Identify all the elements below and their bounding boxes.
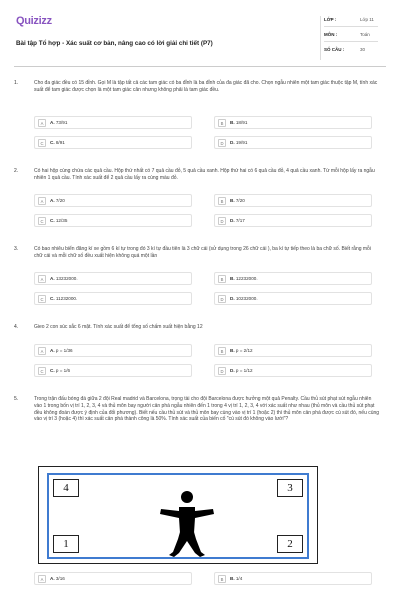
penalty-goal-figure [38,466,318,564]
option-label: C. [50,296,55,301]
option-label: D. [230,368,235,373]
option-value: 7/20 [55,198,65,203]
option-letter: D [218,295,226,303]
option-letter: B [218,119,226,127]
meta-value: 30 [360,47,366,52]
question-number: 2. [14,168,19,174]
answer-option-a[interactable] [34,116,192,129]
answer-option-d[interactable] [214,214,372,227]
answer-option-c[interactable] [34,214,192,227]
answer-option-a[interactable] [34,344,192,357]
meta-value: Toán [360,32,370,37]
option-value: 7/20 [235,198,245,203]
option-value: 12232000. [235,276,258,281]
quizizz-logo: Quizizz [16,15,52,27]
option-value: p = 1/36 [55,348,73,353]
goal-zone-label: 2 [277,535,303,553]
meta-divider [320,16,321,60]
question-number: 5. [14,396,19,402]
option-label: B. [230,348,235,353]
question-text: Có bao nhiêu biển đăng kí xe gồm 6 kí tự trong đó 3 kí tự đầu tiên là 3 chữ cái (sử dụng trong 26 chữ cái ), ba kí tự tiếp theo là ba chữ số. Biết rằng mỗi chữ cái và mỗi chữ số đều xuất hiện không quá một lần [34,246,371,259]
meta-value: Lớp 11 [360,17,374,22]
question-number: 1. [14,80,19,86]
meta-table [324,12,378,57]
answer-option-d[interactable] [214,136,372,149]
option-value: 3/16 [55,576,65,581]
answer-option-a[interactable] [34,194,192,207]
question-number: 4. [14,324,19,330]
goal-zone-label: 3 [277,479,303,497]
option-letter: D [218,217,226,225]
answer-option-c[interactable] [34,292,192,305]
goalkeeper-silhouette-icon [157,489,217,559]
option-value: 13232000. [55,276,78,281]
option-letter: C [38,139,46,147]
option-value: 7/17 [235,218,245,223]
option-value: 11232000. [55,296,78,301]
question-text: Trong trận đấu bóng đá giữa 2 đội Real madrid và Barcelona, trọng tài cho đội Barcelona được hưởng một quả Penalty. Cầu thủ sút phạt sút ngẫu nhiên vào 1 trong bốn vị trí 1, 2, 3, 4 và thủ môn bay người cản phá ngẫu nhiên đến 1 trong 4 vị trí 1, 2, 3, 4 với xác suất như nhau (thủ môn và cầu thủ sút phạt đều không đoán được ý định của đối phương). Biết nếu cầu thủ sút và thủ môn bay cùng vào vị trí 1 (hoặc 2) thì thủ môn cản phá được cú sút đó, nếu cùng vào vị trí 3 (hoặc 4) thì xác suất cản phá thành công là 50%. Tính xác suất của biến cố "cú sút đó không vào lưới"? [34,396,380,423]
option-value: p = 1/6 [55,368,71,373]
answer-option-c[interactable] [34,136,192,149]
option-label: D. [230,296,235,301]
option-label: C. [50,368,55,373]
answer-option-d[interactable] [214,364,372,377]
option-letter: D [218,139,226,147]
goal-zone-label: 1 [53,535,79,553]
answer-option-a[interactable] [34,272,192,285]
option-label: C. [50,140,55,145]
question-text: Cho đa giác đều có 15 đỉnh. Gọi M là tập tất cả các tam giác có ba đỉnh là ba đỉnh của đa giác đã cho. Chọn ngẫu nhiên một tam giác thuộc tập M, tính xác suất để tam giác được chọn là một tam giác cân nhưng không phải là tam giác đều. [34,80,378,93]
option-letter: B [218,197,226,205]
option-letter: C [38,295,46,303]
meta-key: LỚP : [324,17,337,22]
meta-row-class [324,12,378,27]
answer-option-b[interactable] [214,194,372,207]
option-label: A. [50,120,55,125]
goal-frame [47,473,309,559]
option-letter: B [218,575,226,583]
option-label: A. [50,198,55,203]
option-value: 19/91 [235,140,248,145]
option-letter: A [38,197,46,205]
answer-option-b[interactable] [214,572,372,585]
option-letter: C [38,367,46,375]
answer-option-a[interactable] [34,572,192,585]
option-value: 73/91 [55,120,68,125]
header-divider [14,66,386,67]
answer-option-b[interactable] [214,344,372,357]
page-title: Bài tập Tổ hợp - Xác suất cơ bản, nâng cao có lời giải chi tiết (P7) [16,40,213,47]
option-value: p = 2/12 [235,348,253,353]
option-value: 10232000. [235,296,258,301]
option-value: 18/91 [235,120,248,125]
option-label: B. [230,198,235,203]
option-label: D. [230,218,235,223]
option-label: A. [50,276,55,281]
meta-row-subject [324,27,378,42]
option-label: A. [50,576,55,581]
option-letter: A [38,119,46,127]
meta-row-count [324,42,378,57]
option-label: B. [230,120,235,125]
option-value: 12/35 [55,218,68,223]
question-text: Có hai hộp cùng chứa các quả cầu. Hộp thứ nhất có 7 quả cầu đỏ, 5 quả cầu xanh. Hộp thứ hai có 6 quả cầu đỏ, 4 quả cầu xanh. Từ mỗi hộp lấy ra ngẫu nhiên 1 quả cầu. Tính xác suất để 2 quả cầu lấy ra cùng màu đỏ. [34,168,375,181]
meta-key: MÔN : [324,32,338,37]
option-value: p = 1/12 [235,368,253,373]
option-letter: B [218,275,226,283]
worksheet-header [14,10,386,62]
option-label: A. [50,348,55,353]
option-value: 8/91 [55,140,65,145]
option-letter: A [38,347,46,355]
option-label: D. [230,140,235,145]
option-label: C. [50,218,55,223]
option-letter: C [38,217,46,225]
question-text: Gieo 2 con súc sắc 6 mặt. Tính xác suất để tổng số chấm xuất hiện bằng 12 [34,324,203,330]
answer-option-d[interactable] [214,292,372,305]
question-number: 3. [14,246,19,252]
option-label: B. [230,276,235,281]
meta-key: SỐ CÂU : [324,47,345,52]
option-letter: B [218,347,226,355]
option-letter: A [38,575,46,583]
goal-zone-label: 4 [53,479,79,497]
option-letter: D [218,367,226,375]
option-value: 1/4 [235,576,243,581]
answer-option-c[interactable] [34,364,192,377]
answer-option-b[interactable] [214,272,372,285]
answer-option-b[interactable] [214,116,372,129]
option-label: B. [230,576,235,581]
option-letter: A [38,275,46,283]
